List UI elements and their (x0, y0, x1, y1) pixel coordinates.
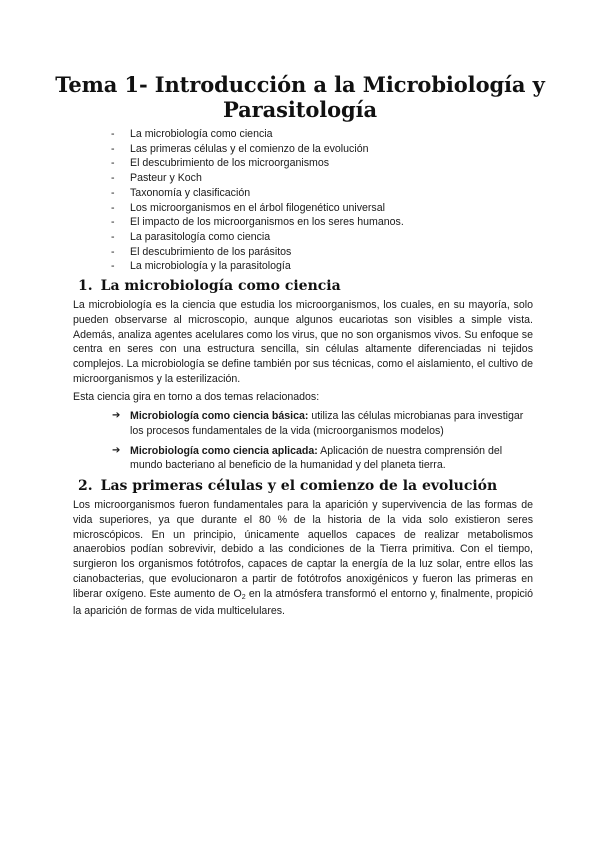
toc-item: - El impacto de los microorganismos en los seres humanos. (111, 216, 404, 229)
toc-marker: - (111, 142, 115, 155)
table-of-contents (111, 127, 404, 274)
subscript: 2 (241, 593, 246, 601)
topic-term: Microbiología como ciencia aplicada: (130, 444, 318, 457)
section-2-paragraph: Los microorganismos fueron fundamentales para la aparición y supervivencia de las formas de vida superiores, ya que durante el 80 % de la historia de la vida solo existieron seres microscópicos. En un principio, únicamente aquellos capaces de realizar metabolismos anaerobios podían sobrevivir, debido a las condiciones de la Tierra primitiva. Con el tiempo, surgieron los organismos fotótrofos, capaces de captar la energía de la luz solar, entre ellos las cianobacterias, que evolucionaron a partir de fotótrofos anoxigénicos y fueron las primeras en liberar oxígeno. Este aumento de $O_2$ en la atmósfera transformó el entorno y, finalmente, propició la aparición de formas de vida multicelulares. (73, 499, 533, 617)
toc-item: - El descubrimiento de los parásitos (111, 245, 292, 258)
toc-item: - El descubrimiento de los microorganismos (111, 157, 330, 170)
toc-item: - Taxonomía y clasificación (111, 186, 251, 199)
topic-term: Microbiología como ciencia básica: (130, 410, 309, 422)
toc-item: - La parasitología como ciencia (111, 230, 271, 243)
toc-marker: - (111, 128, 115, 140)
section-2-heading: 2. Las primeras células y el comienzo de la evolución (78, 478, 498, 494)
toc-item: - La microbiología como ciencia (111, 128, 273, 140)
arrow-icon: ➔ (112, 410, 121, 421)
section-1-topic-list (112, 409, 534, 478)
section-1-number: 1. (78, 278, 93, 294)
section-2-number: 2. (78, 478, 93, 494)
toc-marker: - (111, 186, 115, 199)
topic-item (112, 409, 534, 439)
section-1-heading: 1. La microbiología como ciencia (78, 278, 341, 294)
toc-marker: - (111, 230, 115, 243)
toc-item: - La microbiología y la parasitología (111, 260, 291, 273)
toc-marker: - (111, 216, 115, 229)
topic-item (112, 444, 534, 474)
section-1-intro: Esta ciencia gira en torno a dos temas relacionados: (73, 391, 320, 403)
section-1-paragraph: La microbiología es la ciencia que estudia los microorganismos, los cuales, en su mayoría, solo pueden observarse al microscopio, aunque algunos eucariotas son visibles a simple vista. Además, analiza agentes acelulares como los virus, que no son organismos vivos. Su enfoque se centra en seres con una estructura sencilla, sin células altamente diferenciadas ni tejidos complejos. La microbiología se define también por sus técnicas, como el aislamiento, el cultivo de microorganismos y la esterilización. (73, 299, 533, 385)
document-title: Tema 1- Introducción a la Microbiología y Parasitología (55, 72, 545, 122)
toc-marker: - (111, 201, 115, 214)
arrow-icon: ➔ (112, 444, 121, 456)
toc-marker: - (111, 157, 115, 170)
toc-marker: - (111, 260, 115, 273)
toc-item: - Los microorganismos en el árbol filogenético universal (111, 201, 385, 214)
topic-text: utiliza las células microbianas para investigar los procesos fundamentales de la vida (microorganismos modelos) (130, 410, 524, 437)
toc-item: - Las primeras células y el comienzo de la evolución (111, 142, 369, 155)
toc-marker: - (111, 245, 115, 258)
toc-marker: - (111, 172, 115, 185)
topic-text: Aplicación de nuestra comprensión del mundo bacteriano al beneficio de la humanidad y del planeta tierra. (130, 444, 503, 472)
toc-item: - Pasteur y Koch (111, 172, 202, 185)
